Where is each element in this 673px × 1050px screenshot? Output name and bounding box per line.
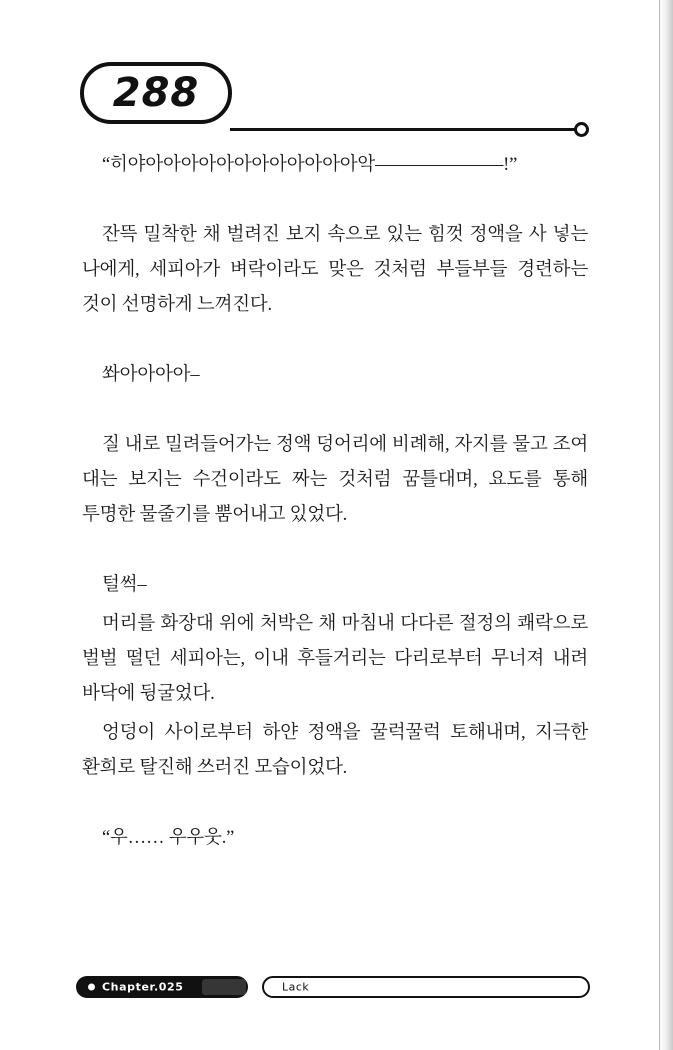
paragraph-2: 질 내로 밀려들어가는 정액 덩어리에 비례해, 자지를 물고 조여 대는 보지는 수건이라도 짜는 것처럼 꿈틀대며, 요도를 통해 투명한 물줄기를 뿜어내고 있었다.	[82, 435, 588, 525]
paragraph-sfx-1: 쏴아아아아–	[102, 365, 200, 385]
paragraph-1: 잔뜩 밀착한 채 벌려진 보지 속으로 있는 힘껏 정액을 사 넣는 나에게, 세피아가 벼락이라도 맞은 것처럼 부들부들 경련하는 것이 선명하게 느껴진다.	[82, 225, 588, 315]
footer-credit-badge	[262, 976, 590, 998]
paragraph-3: 머리를 화장대 위에 처박은 채 마침내 다다른 절정의 쾌락으로 벌벌 떨던 세피아는, 이내 후들거리는 다리로부터 무너져 내려 바닥에 뒹굴었다.	[82, 614, 588, 704]
paragraph-sfx-2: 털썩–	[102, 575, 147, 595]
footer-credit-label: Lack	[282, 980, 310, 994]
header-end-dot-icon	[574, 122, 589, 137]
page-edge-shading	[659, 0, 673, 1050]
chapter-number-badge	[80, 62, 232, 124]
page-edge-line	[659, 0, 660, 1050]
page-footer	[76, 976, 590, 1002]
bullet-dot-icon	[88, 984, 95, 991]
header-rule	[230, 128, 578, 131]
footer-chapter-label: Chapter.025	[102, 980, 184, 994]
paragraph-4: 엉덩이 사이로부터 하얀 정액을 꿀럭꿀럭 토해내며, 지극한 환희로 탈진해 쓰러진 모습이었다.	[82, 723, 588, 778]
page-body	[82, 148, 588, 856]
chapter-number-header	[80, 62, 600, 140]
paragraph-dialogue-moan: “우…… 우우웃.”	[102, 828, 235, 848]
footer-smudge-mark	[202, 979, 246, 995]
chapter-number-text: 288	[112, 70, 200, 116]
paragraph-dialogue-scream: “히야아아아아아아아아아아아아악———————!”	[102, 155, 518, 175]
